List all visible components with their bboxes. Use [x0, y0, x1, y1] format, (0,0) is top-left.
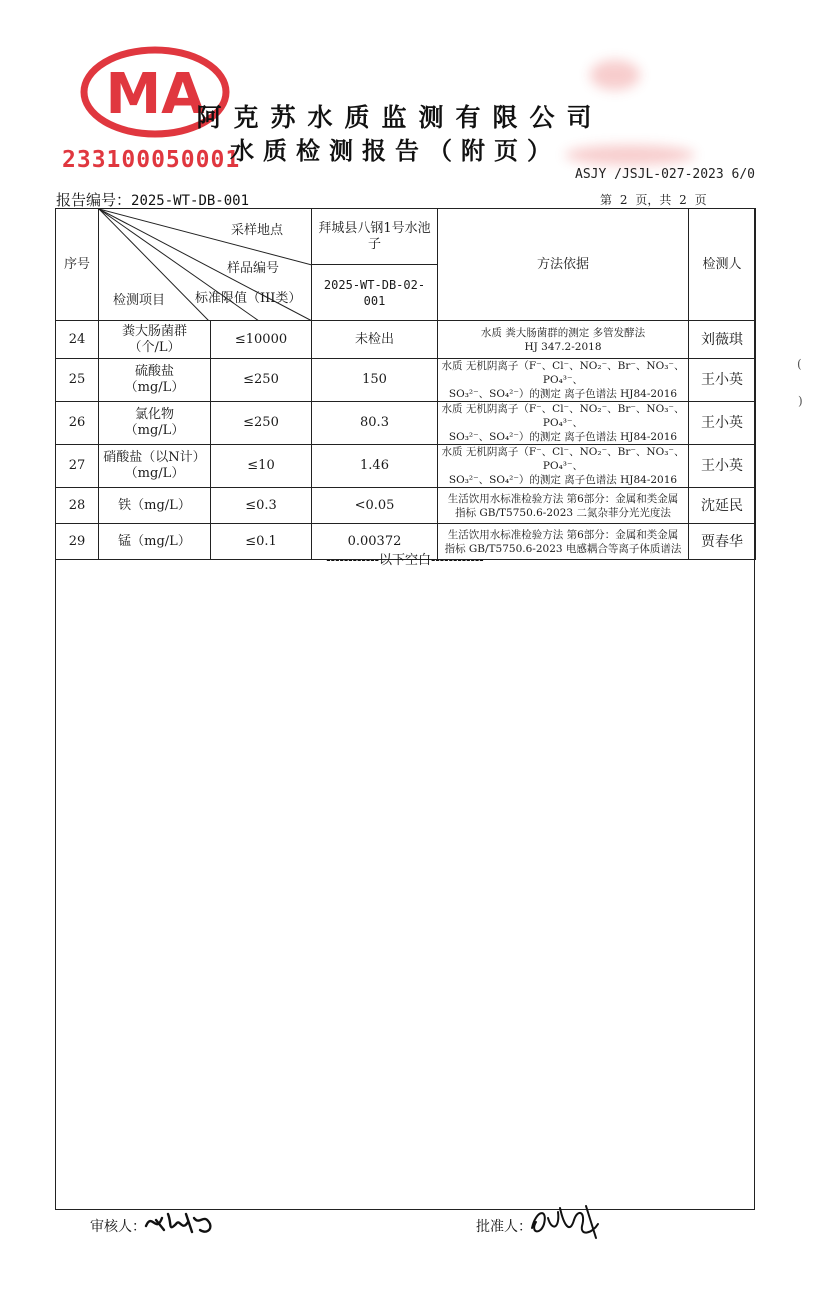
- row-tester: 刘薇琪: [689, 321, 756, 359]
- sample-value: 2025-WT-DB-02-001: [312, 265, 438, 321]
- row-method-line1: 生活饮用水标准检验方法 第6部分：金属和类金属: [447, 528, 679, 541]
- table-row: [56, 321, 756, 359]
- row-no: 28: [56, 488, 99, 524]
- report-title: 水质检测报告（附页）: [230, 136, 560, 165]
- row-item-name: 粪大肠菌群: [121, 323, 187, 339]
- row-method-line1: 水质 无机阴离子（F⁻、Cl⁻、NO₂⁻、Br⁻、NO₃⁻、PO₄³⁻、: [441, 360, 685, 386]
- row-item: [99, 402, 211, 445]
- row-no: 25: [56, 359, 99, 402]
- header-sampling-site: 采样地点: [231, 223, 284, 238]
- row-method: [438, 445, 689, 488]
- table-row: [56, 488, 756, 524]
- row-item-unit: （mg/L）: [124, 466, 185, 481]
- row-item-unit: （mg/L）: [124, 380, 185, 395]
- row-result: 80.3: [312, 402, 438, 445]
- row-result: <0.05: [312, 488, 438, 524]
- header-limit: 标准限值（III类）: [195, 291, 302, 306]
- row-limit: ≤10000: [211, 321, 312, 359]
- row-result: 1.46: [312, 445, 438, 488]
- row-item: 锰（mg/L）: [99, 524, 211, 560]
- approver-signature: [526, 1198, 606, 1244]
- row-tester: 贾春华: [689, 524, 756, 560]
- row-item: [99, 321, 211, 359]
- row-result: 未检出: [312, 321, 438, 359]
- row-method-line2: 指标 GB/T5750.6-2023 电感耦合等离子体质谱法: [444, 542, 682, 555]
- row-no: 29: [56, 524, 99, 560]
- row-result: 150: [312, 359, 438, 402]
- row-no: 24: [56, 321, 99, 359]
- row-limit: ≤10: [211, 445, 312, 488]
- row-method-line2: SO₃²⁻、SO₄²⁻）的测定 离子色谱法 HJ84-2016: [448, 388, 678, 400]
- row-method: [438, 402, 689, 445]
- blank-below-note: ------------以下空白------------: [326, 553, 484, 568]
- row-item: 铁（mg/L）: [99, 488, 211, 524]
- row-no: 26: [56, 402, 99, 445]
- row-item-unit: （mg/L）: [124, 423, 185, 438]
- header-item: 检测项目: [113, 293, 166, 308]
- row-limit: ≤0.1: [211, 524, 312, 560]
- row-method: [438, 488, 689, 524]
- page-mid: 页，共: [635, 193, 672, 207]
- row-limit: ≤0.3: [211, 488, 312, 524]
- header-diagonal-cell: [99, 209, 312, 321]
- row-tester: 王小英: [689, 402, 756, 445]
- row-method-line2: SO₃²⁻、SO₄²⁻）的测定 离子色谱法 HJ84-2016: [448, 431, 678, 443]
- row-item: [99, 359, 211, 402]
- site-value: 拜城县八钢1号水池子: [312, 209, 438, 265]
- form-code: ASJY /JSJL-027-2023 6/0: [575, 167, 756, 182]
- header-method: 方法依据: [438, 209, 689, 321]
- table-row: [56, 402, 756, 445]
- page-current: 2: [619, 193, 628, 207]
- header-tester: 检测人: [689, 209, 756, 321]
- scan-artifact: [590, 60, 640, 90]
- row-limit: ≤250: [211, 402, 312, 445]
- report-number-value: 2025-WT-DB-001: [131, 193, 250, 209]
- row-item-name: 氯化物: [134, 407, 174, 422]
- reviewer-label: 审核人：: [90, 1219, 146, 1235]
- row-item-name: 硫酸盐: [134, 364, 174, 379]
- row-item: [99, 445, 211, 488]
- row-method-line2: HJ 347.2-2018: [524, 340, 602, 353]
- row-method-line1: 水质 粪大肠菌群的测定 多管发酵法: [480, 326, 646, 339]
- row-method-line2: SO₃²⁻、SO₄²⁻）的测定 离子色谱法 HJ84-2016: [448, 474, 678, 486]
- page-suffix: 页: [694, 193, 707, 207]
- report-number-label: 报告编号：: [56, 191, 132, 209]
- page-total: 2: [679, 193, 687, 207]
- row-limit: ≤250: [211, 359, 312, 402]
- row-no: 27: [56, 445, 99, 488]
- results-table: [55, 208, 756, 560]
- row-result: 0.00372: [312, 524, 438, 560]
- header-sample-no: 样品编号: [227, 261, 280, 276]
- reviewer-signature: [142, 1206, 218, 1238]
- company-name: 阿克苏水质监测有限公司: [196, 103, 604, 132]
- row-method-line1: 水质 无机阴离子（F⁻、Cl⁻、NO₂⁻、Br⁻、NO₃⁻、PO₄³⁻、: [441, 403, 685, 429]
- row-tester: 沈延民: [689, 488, 756, 524]
- row-method: [438, 321, 689, 359]
- margin-mark: (: [797, 357, 802, 371]
- row-tester: 王小英: [689, 359, 756, 402]
- row-method-line2: 指标 GB/T5750.6-2023 二氮杂菲分光光度法: [455, 506, 671, 519]
- ma-certificate-number: 233100050001: [62, 147, 241, 173]
- header-index: 序号: [56, 209, 99, 321]
- row-item-name: 硝酸盐（以N计）: [103, 450, 206, 465]
- page-prefix: 第: [600, 193, 613, 207]
- row-method-line1: 生活饮用水标准检验方法 第6部分：金属和类金属: [447, 492, 679, 505]
- row-method: [438, 359, 689, 402]
- page-info: [600, 191, 711, 208]
- approver-label: 批准人：: [476, 1219, 532, 1235]
- table-row: [56, 445, 756, 488]
- table-row: [56, 359, 756, 402]
- margin-mark: ): [798, 394, 803, 408]
- row-method-line1: 水质 无机阴离子（F⁻、Cl⁻、NO₂⁻、Br⁻、NO₃⁻、PO₄³⁻、: [441, 446, 685, 472]
- row-item-unit: （个/L）: [128, 339, 181, 355]
- ma-stamp-text: MA: [105, 62, 205, 127]
- report-number: [56, 189, 249, 210]
- row-tester: 王小英: [689, 445, 756, 488]
